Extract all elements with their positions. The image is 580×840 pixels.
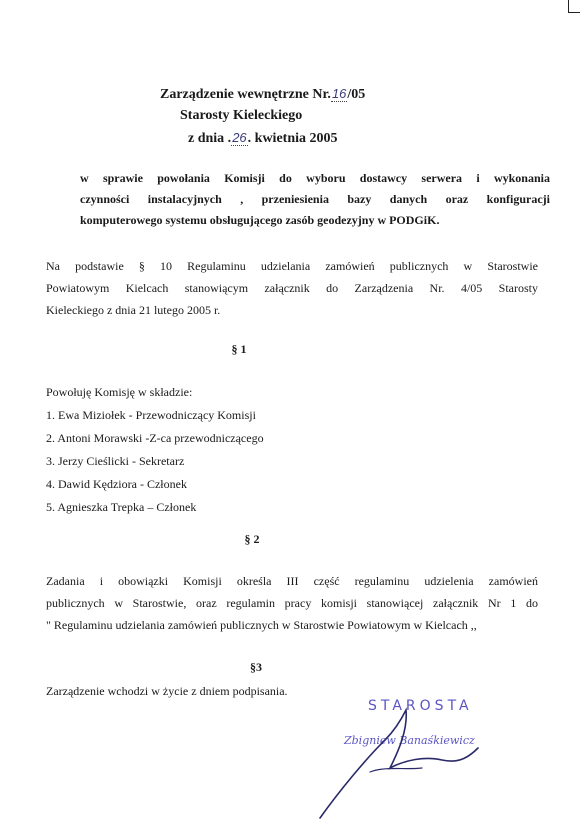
subject-line: komputerowego systemu obsługującego zasób geodezyjny w PODGiK. xyxy=(80,213,440,227)
paragraph-line: Kieleckiego z dnia 21 lutego 2005 r. xyxy=(46,303,221,317)
paragraph-line: Na podstawie § 10 Regulaminu udzielania zamówień publicznych w Starostwie xyxy=(46,259,538,273)
handwritten-signature xyxy=(310,690,510,830)
date-prefix: z dnia . xyxy=(188,131,232,146)
list-item: 2. Antoni Morawski -Z-ca przewodniczącego xyxy=(46,431,264,445)
official-stamp xyxy=(310,690,510,830)
subject-line: czynności instalacyjnych , przeniesienia bazy danych oraz konfiguracji xyxy=(80,192,550,206)
section-1-heading: § 1 xyxy=(231,342,247,356)
list-item: 4. Dawid Kędziora - Członek xyxy=(46,477,187,491)
subject-block xyxy=(80,168,550,231)
stamp-name: Zbigniew Banaśkiewicz xyxy=(344,734,475,747)
paragraph-line: Zadania i obowiązki Komisji określa III część regulaminu udzielenia zamówień xyxy=(46,574,538,588)
paragraph-line: Powiatowym Kielcach stanowiącym załącznik do Zarządzenia Nr. 4/05 Starosty xyxy=(46,281,538,295)
title-prefix: Zarządzenie wewnętrzne Nr. xyxy=(160,87,331,102)
list-item: 1. Ewa Miziołek - Przewodniczący Komisji xyxy=(46,408,256,422)
paragraph-line: publicznych w Starostwie, oraz regulamin pracy komisji stanowiącej załącznik Nr 1 do xyxy=(46,596,538,610)
title-suffix: /05 xyxy=(347,87,366,102)
document-title xyxy=(160,86,580,103)
issuing-office: Starosty Kieleckiego xyxy=(180,108,303,123)
subject-line: w sprawie powołania Komisji do wyboru dostawcy serwera i wykonania xyxy=(80,171,550,185)
legal-basis-paragraph xyxy=(46,255,538,321)
stamp-title: STAROSTA xyxy=(368,698,473,714)
paragraph-line: " Regulaminu udzielania zamówień publicznych w Starostwie Powiatowym w Kielcach ,, xyxy=(46,618,477,632)
members-intro: Powołuję Komisję w składzie: xyxy=(46,385,193,399)
list-item: 5. Agnieszka Trepka – Członek xyxy=(46,500,197,514)
date-suffix: . kwietnia 2005 xyxy=(247,131,338,146)
list-item: 3. Jerzy Cieślicki - Sekretarz xyxy=(46,454,185,468)
members-list xyxy=(46,404,264,519)
document-date xyxy=(188,130,580,147)
scan-corner-mark xyxy=(568,0,580,13)
paragraph-line: Zarządzenie wchodzi w życie z dniem podpisania. xyxy=(46,684,288,698)
committee-members xyxy=(46,381,264,519)
section-2-heading: § 2 xyxy=(244,532,260,546)
duties-paragraph xyxy=(46,570,538,636)
date-day-handwritten: 26 xyxy=(232,130,247,145)
section-3-heading: §3 xyxy=(250,660,262,674)
title-number-handwritten: 16 xyxy=(331,86,347,101)
